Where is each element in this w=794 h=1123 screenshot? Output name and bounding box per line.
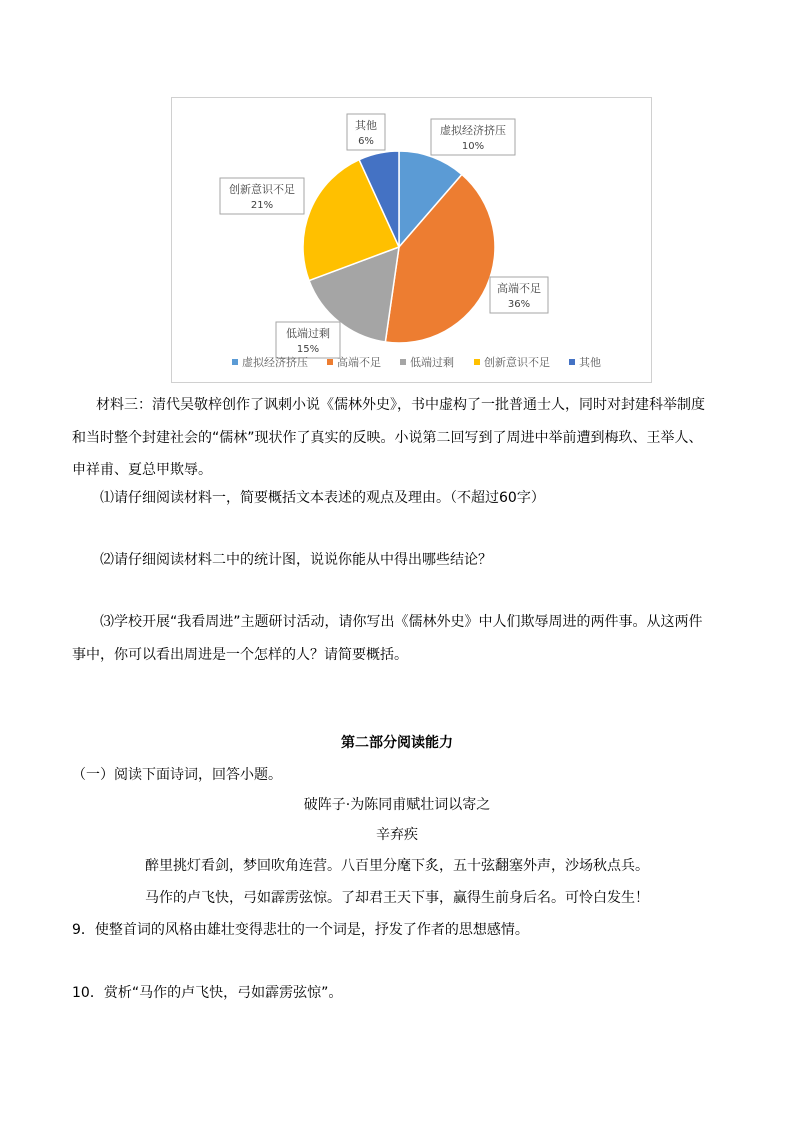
legend-swatch <box>232 359 238 365</box>
question-1: ⑴请仔细阅读材料一，简要概括文本表述的观点及理由。（不超过60字） <box>100 490 545 506</box>
poem-author: 辛弃疾 <box>376 827 418 843</box>
data-label-value: 21% <box>250 200 274 211</box>
data-label-value: 6% <box>358 136 374 147</box>
data-label-value: 10% <box>461 141 485 152</box>
legend-label: 其他 <box>579 356 601 369</box>
legend-label: 高端不足 <box>337 356 381 369</box>
question-10: 10．赏析“马作的卢飞快，弓如霹雳弦惊”。 <box>72 985 343 1001</box>
legend-label: 虚拟经济挤压 <box>242 356 308 369</box>
poem-title: 破阵子·为陈同甫赋壮词以寄之 <box>303 797 491 813</box>
question-9: 9．使整首词的风格由雄壮变得悲壮的一个词是，抒发了作者的思想感情。 <box>72 922 529 938</box>
data-label-value: 15% <box>296 344 320 355</box>
pie-chart-svg <box>172 98 653 384</box>
question-3-line2: 事中，你可以看出周进是一个怎样的人？请简要概括。 <box>72 647 408 663</box>
question-3-line1: ⑶学校开展“我看周进”主题研讨活动，请你写出《儒林外史》中人们欺辱周进的两件事。从这两件 <box>100 614 703 630</box>
data-label-category: 虚拟经济挤压 <box>440 124 506 137</box>
legend-label: 低端过剩 <box>410 356 454 369</box>
data-label-category: 高端不足 <box>497 282 541 295</box>
question-2: ⑵请仔细阅读材料二中的统计图，说说你能从中得出哪些结论？ <box>100 552 492 568</box>
poem-line-2: 马作的卢飞快，弓如霹雳弦惊。了却君王天下事，赢得生前身后名。可怜白发生！ <box>145 890 649 906</box>
material3-line2: 和当时整个封建社会的“儒林”现状作了真实的反映。小说第二回写到了周进中举前遭到梅玖、王举人、 <box>72 430 703 446</box>
legend-swatch <box>400 359 406 365</box>
material3-line3: 申祥甫、夏总甲欺辱。 <box>72 462 212 478</box>
poem-line-1: 醉里挑灯看剑，梦回吹角连营。八百里分麾下炙，五十弦翻塞外声，沙场秋点兵。 <box>145 858 649 874</box>
material3-line1: 材料三：清代吴敬梓创作了讽刺小说《儒林外史》，书中虚构了一批普通士人，同时对封建科举制度 <box>96 397 705 413</box>
legend-label: 创新意识不足 <box>484 356 550 369</box>
data-label-value: 36% <box>507 299 531 310</box>
part2-heading: 第二部分阅读能力 <box>341 735 453 751</box>
pie-chart <box>171 97 652 383</box>
part2-intro: （一）阅读下面诗词，回答小题。 <box>72 767 282 783</box>
data-label-category: 低端过剩 <box>286 327 330 340</box>
data-label-category: 创新意识不足 <box>229 183 295 196</box>
legend-swatch <box>569 359 575 365</box>
legend-swatch <box>327 359 333 365</box>
data-label-category: 其他 <box>355 119 377 132</box>
legend-swatch <box>474 359 480 365</box>
